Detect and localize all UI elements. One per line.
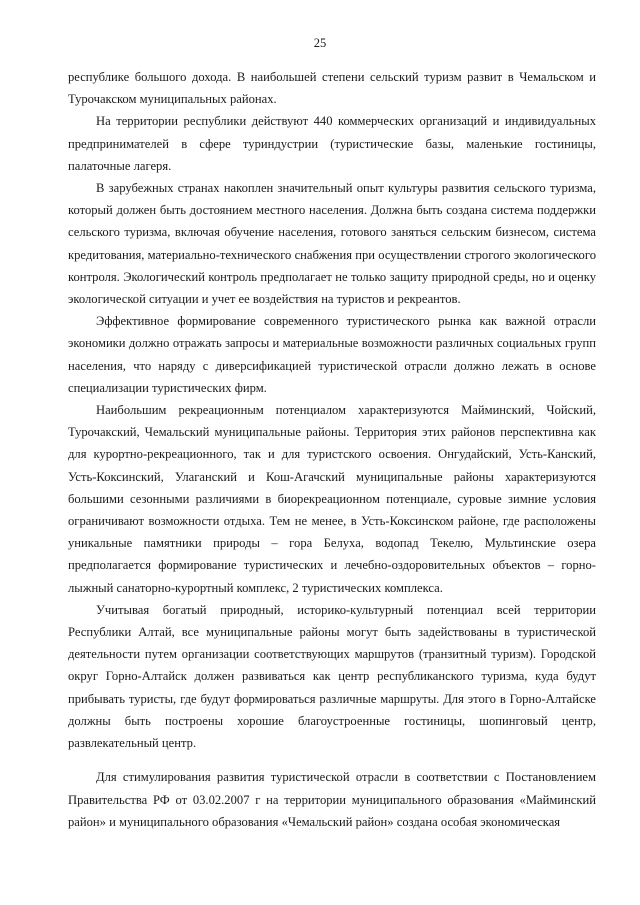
paragraph-continuation: республике большого дохода. В наибольшей степени сельский туризм развит в Чемальском и Турочакском муниципальных районах.	[68, 70, 596, 107]
paragraph-foreign-experience: В зарубежных странах накоплен значительный опыт культуры развития сельского туризма, который должен быть достоянием местного населения. Должна быть создана система поддержки сельского туризма, включая обучение населения, готового заняться сельским бизнесом, система кредитования, материально-технического снабжения при осуществлении строгого экологического контроля. Экологический контроль предполагает не только защиту природной среды, но и оценку экологической ситуации и учет ее воздействия на туристов и рекреантов.	[68, 181, 596, 307]
document-body	[68, 66, 596, 833]
paragraph-tourism-market: Эффективное формирование современного туристического рынка как важной отрасли экономики должно отражать запросы и материальные возможности различных социальных групп населения, что наряду с диверсификацией туристической отрасли должно лежать в основе специализации туристических фирм.	[68, 314, 596, 395]
paragraph-recreational-potential: Наибольшим рекреационным потенциалом характеризуются Майминский, Чойский, Турочакский, Чемальский муниципальные районы. Территория этих районов перспективна как для курортно-рекреационного, так и для туристского освоения. Онгудайский, Усть-Канский, Усть-Коксинский, Улаганский и Кош-Агачский муниципальные районы характеризуются большими сезонными различиями в биорекреационном потенциале, суровые зимние условия ограничивают возможности отдыха. Тем не менее, в Усть-Коксинском районе, где расположены уникальные памятники природы – гора Белуха, водопад Текелю, Мультинские озера предполагается формирование туристических и лечебно-оздоровительных объектов – горно-лыжный санаторно-курортный комплекс, 2 туристических комплекса.	[68, 403, 596, 595]
paragraph-special-economic-zone: Для стимулирования развития туристической отрасли в соответствии с Постановлением Правительства РФ от 03.02.2007 г на территории муниципального образования «Майминский район» и муниципального образования «Чемальский район» создана особая экономическая	[68, 770, 596, 829]
page-number: 25	[313, 36, 327, 50]
paragraph-natural-potential: Учитывая богатый природный, историко-культурный потенциал всей территории Республики Алтай, все муниципальные районы могут быть задействованы в туристической деятельности путем организации соответствующих маршрутов (транзитный туризм). Городской округ Горно-Алтайск должен развиваться как центр республиканского туризма, куда будут прибывать туристы, где будут формироваться различные маршруты. Для этого в Горно-Алтайске должны быть построены хорошие благоустроенные гостиницы, шопинговый центр, развлекательный центр.	[68, 602, 596, 751]
paragraph-commercial-organizations: На территории республики действуют 440 коммерческих организаций и индивидуальных предпринимателей в сфере туриндустрии (туристические базы, маленькие гостиницы, палаточные лагеря.	[68, 114, 596, 173]
